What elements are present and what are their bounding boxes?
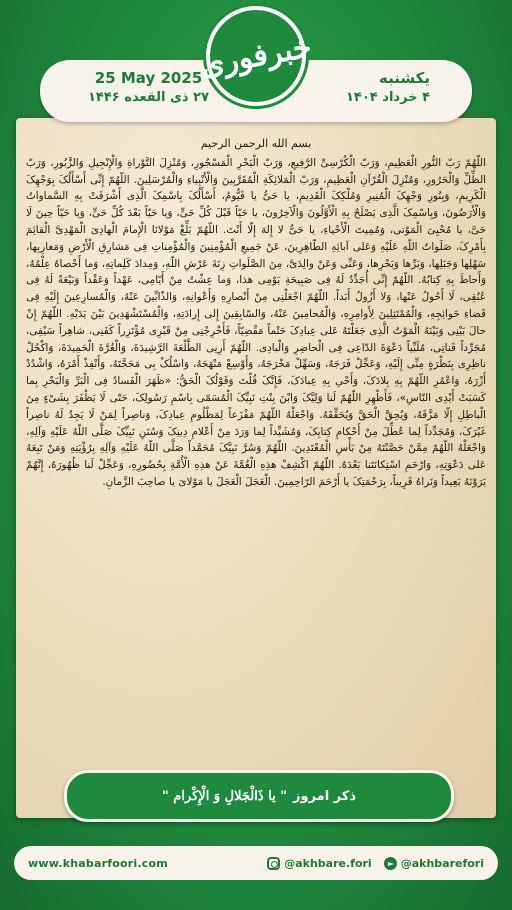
date-right-block (346, 68, 430, 108)
instagram-link[interactable] (267, 857, 371, 870)
telegram-handle: @akhbarefori (400, 856, 484, 870)
basmala: بسم الله الرحمن الرحیم (200, 137, 312, 150)
social-links (267, 857, 484, 870)
prayer-paragraph: اللّهُمّ إِنِّی أُجَدِّدُ لَهُ فِی صَبِیحَةِ یَوْمِی هذا، وَما عِشْتُ مِنْ أَیّامِی، عَهْداً وَعَقْداً وَبَیْعَةً لَهُ فِی عُنُقِی، لَا أَحُولُ عَنْها، وَلا أَزُولُ أَبَداً. اللّهُمّ اجْعَلْنِی مِنْ أَنْصارِهِ وَأَعْوانِهِ، وَالذّابِّینَ عَنْهُ، وَالْمُسارِعِینَ إِلَیْهِ فِی قَضاءِ حَوائِجِهِ، وَالْمُمْتَثِلِینَ لِأَوامِرِهِ، وَالْمُحامِینَ عَنْهُ، وَالسّابِقِینَ إِلی إِرادَتِهِ، وَالْمُسْتَشْهَدِینَ بَیْنَ یَدَیْهِ. اللّهُمّ إِنْ حالَ بَیْنِی وَبَیْنَهُ الْمَوْتُ الَّذِی جَعَلْتَهُ عَلی عِبادِکَ حَتْماً مَقْضِیّاً، فَأَخْرِجْنِی مِنْ قَبْرِی مُؤْتَزِراً کَفَنِی، شاهِراً سَیْفِی، مُجَرِّداً قَناتِی، مُلَبِّیاً دَعْوَةَ الدّاعِی فِی الْحاضِرِ وَالْبادِی. اللّهُمّ أَرِنِی الطَّلْعَةَ الرَّشِیدَةَ، وَالْغُرَّةَ الْحَمِیدَةَ، وَاکْحُلْ ناظِرِی بِنَظْرَةٍ مِنِّی إِلَیْهِ، وَعَجِّلْ فَرَجَهُ، وَسَهِّلْ مَخْرَجَهُ، وَأَوْسِعْ مَنْهَجَهُ، وَاسْلُکْ بِی مَحَجَّتَهُ، وَأَنْفِذْ أَمْرَهُ، وَاشْدُدْ أَزْرَهُ، وَاعْمُرِ اللّهُمّ بِهِ بِلادَکَ، وَأَحْیِ بِهِ عِبادَکَ، فَإِنَّکَ قُلْتَ وَقَوْلُکَ الْحَقُّ: «ظَهَرَ الْفَسادُ فِی الْبَرِّ وَالْبَحْرِ بِما کَسَبَتْ أَیْدِی النّاسِ»، فَأَظْهِرِ اللّهُمّ لَنا وَلِیَّکَ وَابْنَ بِنْتِ نَبِیِّکَ الْمُسَمّی بِاسْمِ رَسُولِکَ، حَتّی لَا یَظْفَرَ بِشَیْءٍ مِنَ الْباطِلِ إِلّا مَزَّقَهُ، وَیُحِقَّ الْحَقَّ وَیُحَقِّقَهُ. وَاجْعَلْهُ اللّهُمّ مَفْزَعاً لِمَظْلُومِ عِبادِکَ، وَناصِراً لِمَنْ لَا یَجِدُ لَهُ ناصِراً غَیْرَکَ، وَمُجَدِّداً لِما عُطِّلَ مِنْ أَحْکامِ کِتابِکَ، وَمُشَیِّداً لِما وَرَدَ مِنْ أَعْلامِ دِینِکَ وَسُنَنِ نَبِیِّکَ صَلَّی اللّهُ عَلَیْهِ وَآلِهِ، وَاجْعَلْهُ اللّهُمّ مِمَّنْ حَصَّنْتَهُ مِنْ بَأْسِ الْمُعْتَدِینَ. اللّهُمّ وَسُرَّ نَبِیَّکَ مُحَمَّداً صَلَّی اللّهُ عَلَیْهِ وَآلِهِ بِرُؤْیَتِهِ وَمَنْ تَبِعَهُ عَلی دَعْوَتِهِ، وَارْحَمِ اسْتِکانَتَنا بَعْدَهُ. اللّهُمّ اکْشِفْ هذِهِ الْغُمَّةَ عَنْ هذِهِ الْأُمَّةِ بِحُضُورِهِ، وَعَجِّلْ لَنا ظُهُورَهُ، إِنَّهُمْ یَرَوْنَهُ بَعِیداً وَنَراهُ قَرِیباً، بِرَحْمَتِکَ یا أَرْحَمَ الرّاحِمِینَ. الْعَجَلَ الْعَجَلَ یا مَوْلایَ یا صاحِبَ الزَّمانِ. (26, 274, 486, 488)
brand-logo (197, 6, 315, 106)
telegram-link[interactable] (384, 857, 484, 870)
telegram-icon (384, 857, 397, 870)
logo-text: خبرفوری (197, 29, 315, 83)
solar-date: ۴ خرداد ۱۴۰۴ (346, 90, 430, 105)
instagram-icon (267, 857, 280, 870)
instagram-handle: @akhbare.fori (284, 856, 372, 870)
hijri-date: ۲۷ ذی القعده ۱۴۴۶ (88, 90, 210, 105)
prayer-text (26, 136, 486, 791)
footer-bar (14, 846, 498, 880)
dhikr-banner (64, 770, 454, 822)
website-link[interactable]: www.khabarfoori.com (28, 856, 168, 870)
dhikr-label: ذکر امروز (293, 788, 357, 804)
date-left-block (88, 68, 209, 108)
gregorian-date: 25 May 2025 (94, 69, 203, 87)
weekday: یکشنبه (379, 69, 430, 87)
prayer-paragraph: اللّهُمّ رَبّ النُّورِ الْعَظِیمِ، وَرَبّ الْکُرْسِیِّ الرَّفِیعِ، وَرَبّ الْبَحْرِ الْمَسْجُورِ، وَمُنْزِلَ التَّوْراةِ وَالْإِنْجِیلِ وَالزَّبُورِ، وَرَبّ الظِّلِّ وَالْحَرُورِ، وَمُنْزِلَ الْقُرْآنِ الْعَظِیمِ، وَرَبّ الْمَلائِکَةِ الْمُقَرَّبِینَ وَالْأَنْبِیاءِ وَالْمُرْسَلِینَ. اللّهُمّ إِنِّی أَسْأَلُکَ بِوَجْهِکَ الْکَرِیمِ، وَبِنُورِ وَجْهِکَ الْمُنِیرِ وَمُلْکِکَ الْقَدِیمِ، یا حَیُّ یا قَیُّومُ، أَسْأَلُکَ بِاسْمِکَ الَّذِی أَشْرَقَتْ بِهِ السَّماواتُ وَالْأَرَضُونَ، وَبِاسْمِکَ الَّذِی یَصْلَحُ بِهِ الْأَوَّلُونَ وَالْآخِرُونَ، یا حَیّاً قَبْلَ کُلِّ حَیٍّ، وَیا حَیّاً بَعْدَ کُلِّ حَیٍّ، وَیا حَیّاً حِینَ لَا حَیَّ، یا مُحْیِیَ الْمَوْتی، وَمُمِیتَ الْأَحْیاءِ، یا حَیُّ لا إِلهَ إِلّا أَنْتَ. اللّهُمّ بَلِّغْ مَوْلانَا الْإِمامَ الْهادِیَ الْمَهْدِیَّ الْقائِمَ بِأَمْرِکَ، صَلَواتُ اللّهِ عَلَیْهِ وَعَلی آبائِهِ الطّاهِرِینَ، عَنْ جَمِیعِ الْمُؤْمِنِینَ وَالْمُؤْمِناتِ فِی مَشارِقِ الْأَرْضِ وَمَغارِبِها، سَهْلِها وَجَبَلِها، وَبَرِّها وَبَحْرِها، وَعَنِّی وَعَنْ والِدَیَّ، مِنَ الصَّلَواتِ زِنَةَ عَرْشِ اللّهِ، وَمِدادَ کَلِماتِهِ، وَما أَحْصاهُ عِلْمُهُ، وَأَحاطَ بِهِ کِتابُهُ. (26, 156, 486, 287)
dhikr-text: " یا ذَالْجَلالِ وَ الْإِکْرام " (161, 788, 288, 804)
